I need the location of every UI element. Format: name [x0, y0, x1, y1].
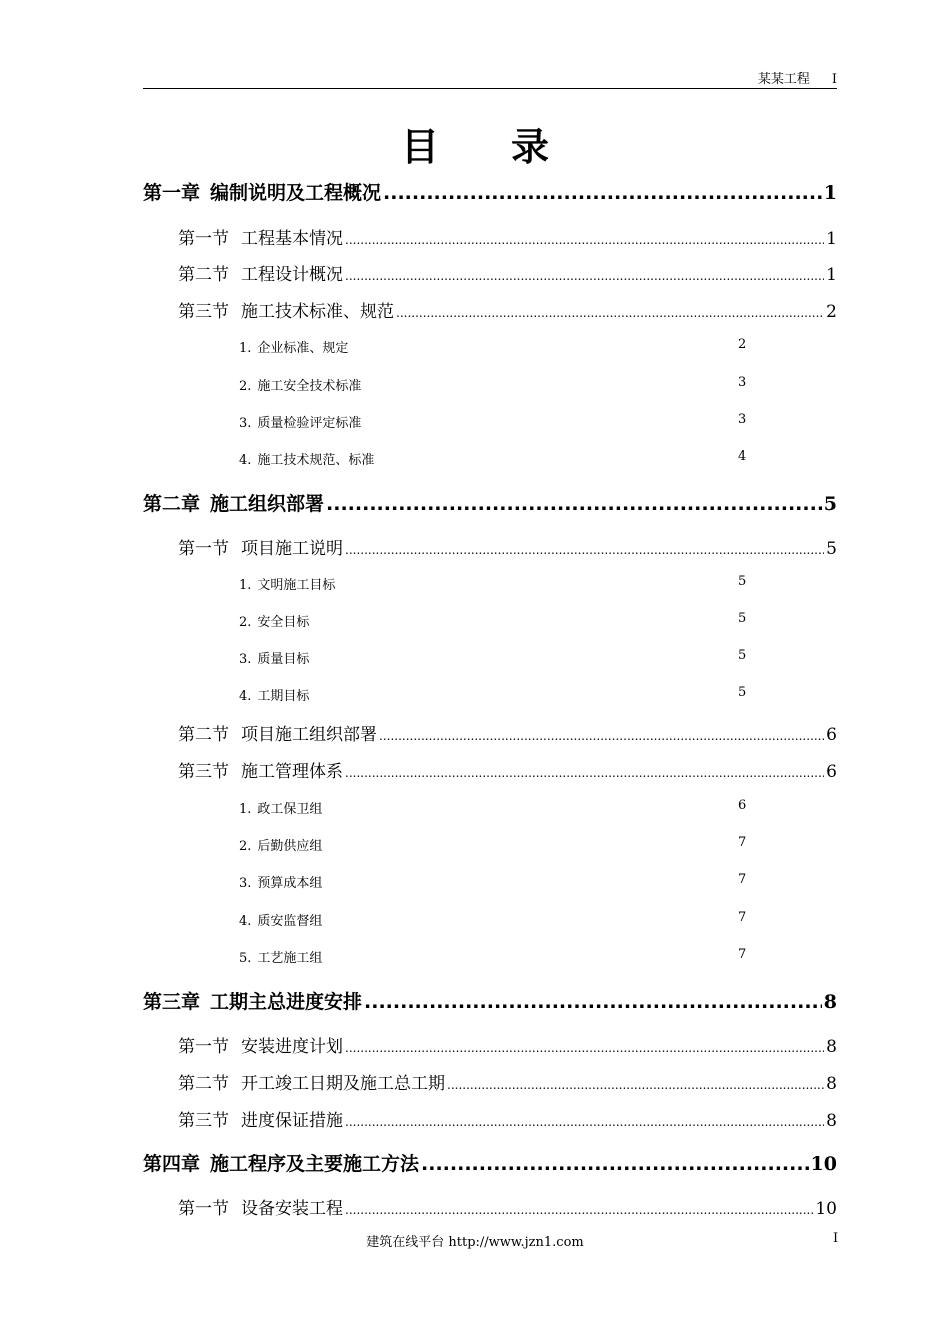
toc-section-title: 工程基本情况: [241, 229, 343, 249]
toc-section-title: 安装进度计划: [241, 1037, 343, 1057]
dot-leader: [345, 1041, 824, 1055]
toc-section[interactable]: [178, 260, 837, 285]
toc-subitem-page: 6: [738, 798, 747, 813]
toc-section-label: 第三节: [178, 1111, 229, 1131]
toc-section-title: 施工管理体系: [241, 762, 343, 782]
toc-subitem[interactable]: [239, 798, 322, 817]
toc-subitem-number: 3.: [239, 876, 252, 891]
toc-section-title: 开工竣工日期及施工总工期: [241, 1074, 445, 1094]
dot-leader: [379, 729, 824, 743]
toc-subitem-page: 5: [738, 685, 747, 700]
dot-leader: [326, 493, 822, 515]
toc-section-page: 2: [826, 302, 837, 322]
toc-section-title: 进度保证措施: [241, 1111, 343, 1131]
toc-subitem[interactable]: [239, 449, 374, 468]
toc-chapter-label: 第二章: [143, 493, 201, 515]
toc-subitem-page: 5: [738, 648, 747, 663]
toc-section[interactable]: [178, 534, 837, 559]
toc-subitem-page: 7: [738, 910, 747, 925]
toc-section-page: 8: [826, 1037, 837, 1057]
dot-leader: [345, 269, 824, 283]
toc-subitem[interactable]: [239, 337, 348, 356]
toc-title: 目录: [400, 125, 621, 169]
dot-leader: [447, 1078, 824, 1092]
toc-subitem-text: 工期目标: [257, 689, 310, 704]
toc-subitem-text: 企业标准、规定: [257, 341, 349, 356]
page-footer: 建筑在线平台 http://www.jzn1.com: [366, 1235, 584, 1250]
toc-subitem[interactable]: [239, 947, 322, 966]
toc-chapter-page: 1: [823, 182, 837, 204]
toc-section-title: 项目施工说明: [241, 539, 343, 559]
toc-subitem-text: 质安监督组: [257, 914, 323, 929]
toc-chapter-label: 第一章: [143, 182, 201, 204]
toc-subitem-number: 4.: [239, 453, 252, 468]
toc-subitem-number: 1.: [239, 578, 252, 593]
toc-subitem-number: 5.: [239, 951, 252, 966]
footer-page-number: I: [833, 1231, 839, 1246]
toc-section-title: 施工技术标准、规范: [241, 302, 394, 322]
toc-section[interactable]: [178, 1069, 837, 1094]
dot-leader: [364, 991, 822, 1013]
toc-subitem-text: 文明施工目标: [257, 578, 336, 593]
toc-subitem-number: 2.: [239, 615, 252, 630]
toc-subitem-text: 安全目标: [257, 615, 310, 630]
toc-subitem[interactable]: [239, 910, 322, 929]
toc-chapter[interactable]: [143, 1149, 837, 1176]
toc-section-title: 设备安装工程: [241, 1199, 343, 1219]
toc-section-label: 第二节: [178, 265, 229, 285]
header-doc-name: 某某工程: [757, 72, 810, 87]
toc-subitem-number: 4.: [239, 914, 252, 929]
toc-section-page: 8: [826, 1074, 837, 1094]
toc-subitem[interactable]: [239, 375, 361, 394]
toc-subitem[interactable]: [239, 648, 309, 667]
toc-section-label: 第一节: [178, 1037, 229, 1057]
toc-subitem-page: 3: [738, 375, 747, 390]
toc-subitem-page: 4: [738, 449, 747, 464]
toc-section[interactable]: [178, 224, 837, 249]
toc-subitem-number: 1.: [239, 341, 252, 356]
toc-chapter[interactable]: [143, 987, 837, 1014]
toc-subitem[interactable]: [239, 835, 322, 854]
toc-subitem-number: 3.: [239, 652, 252, 667]
toc-subitem-number: 2.: [239, 839, 252, 854]
dot-leader: [396, 306, 824, 320]
toc-chapter-title: 施工组织部署: [210, 493, 325, 515]
dot-leader: [421, 1153, 809, 1175]
toc-subitem[interactable]: [239, 685, 309, 704]
toc-subitem-text: 施工技术规范、标准: [257, 453, 375, 468]
toc-subitem-page: 5: [738, 574, 747, 589]
toc-subitem[interactable]: [239, 574, 335, 593]
toc-subitem-text: 质量目标: [257, 652, 310, 667]
toc-section-label: 第一节: [178, 1199, 229, 1219]
dot-leader: [345, 766, 824, 780]
header-page-number: I: [831, 72, 837, 87]
dot-leader: [345, 233, 824, 247]
toc-subitem-text: 质量检验评定标准: [257, 416, 362, 431]
dot-leader: [383, 182, 822, 204]
toc-subitem-page: 7: [738, 835, 747, 850]
toc-chapter-page: 5: [823, 493, 837, 515]
toc-section-page: 5: [826, 539, 837, 559]
toc-subitem-page: 5: [738, 611, 747, 626]
dot-leader: [345, 1115, 824, 1129]
toc-section-label: 第一节: [178, 229, 229, 249]
toc-section-label: 第三节: [178, 762, 229, 782]
toc-section[interactable]: [178, 1194, 837, 1219]
page-header: [143, 66, 837, 89]
toc-section-label: 第二节: [178, 725, 229, 745]
toc-section-title: 项目施工组织部署: [241, 725, 377, 745]
toc-subitem-page: 7: [738, 947, 747, 962]
toc-subitem-page: 3: [738, 412, 747, 427]
toc-section[interactable]: [178, 1106, 837, 1131]
toc-chapter-title: 工期主总进度安排: [210, 991, 363, 1013]
toc-subitem-page: 7: [738, 872, 747, 887]
toc-subitem-text: 工艺施工组: [257, 951, 323, 966]
toc-section-label: 第三节: [178, 302, 229, 322]
toc-section-label: 第二节: [178, 1074, 229, 1094]
toc-section-page: 6: [826, 725, 837, 745]
toc-subitem-number: 2.: [239, 379, 252, 394]
dot-leader: [345, 543, 824, 557]
toc-section-page: 6: [826, 762, 837, 782]
toc-section[interactable]: [178, 1032, 837, 1057]
toc-subitem-number: 1.: [239, 802, 252, 817]
toc-subitem-page: 2: [738, 337, 747, 352]
toc-subitem-number: 4.: [239, 689, 252, 704]
toc-subitem-text: 施工安全技术标准: [257, 379, 362, 394]
toc-chapter-title: 施工程序及主要施工方法: [210, 1153, 420, 1175]
toc-subitem-text: 预算成本组: [257, 876, 323, 891]
toc-section-page: 1: [826, 265, 837, 285]
toc-chapter-page: 8: [823, 991, 837, 1013]
toc-section-page: 10: [815, 1199, 837, 1219]
toc-subitem[interactable]: [239, 611, 309, 630]
toc-chapter-label: 第四章: [143, 1153, 201, 1175]
toc-section-title: 工程设计概况: [241, 265, 343, 285]
toc-section[interactable]: [178, 720, 837, 745]
toc-section[interactable]: [178, 757, 837, 782]
toc-chapter-title: 编制说明及工程概况: [210, 182, 382, 204]
toc-chapter[interactable]: [143, 489, 837, 516]
toc-section-page: 8: [826, 1111, 837, 1131]
toc-section[interactable]: [178, 297, 837, 322]
dot-leader: [345, 1203, 813, 1217]
toc-subitem-number: 3.: [239, 416, 252, 431]
toc-section-page: 1: [826, 229, 837, 249]
toc-chapter-label: 第三章: [143, 991, 201, 1013]
toc-subitem-text: 后勤供应组: [257, 839, 323, 854]
toc-section-label: 第一节: [178, 539, 229, 559]
toc-chapter-page: 10: [810, 1153, 837, 1175]
toc-chapter[interactable]: [143, 178, 837, 205]
toc-subitem[interactable]: [239, 412, 361, 431]
toc-subitem-text: 政工保卫组: [257, 802, 323, 817]
toc-subitem[interactable]: [239, 872, 322, 891]
